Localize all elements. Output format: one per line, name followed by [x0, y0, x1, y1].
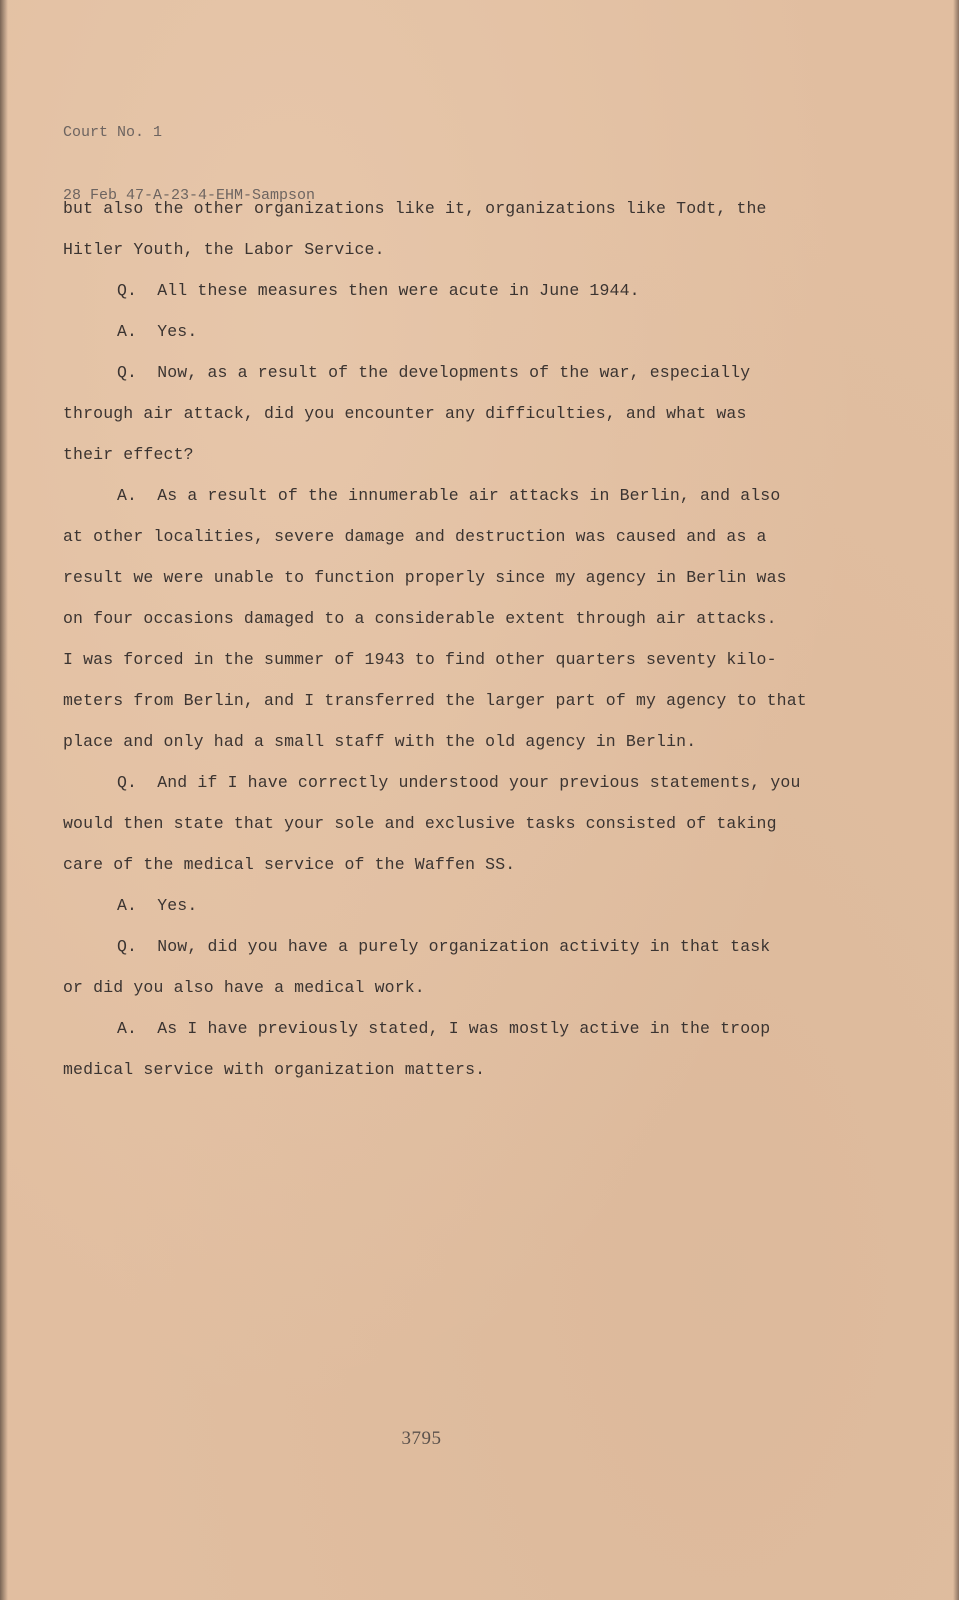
- page-left-edge: [0, 0, 8, 1600]
- question-line: Q. Now, did you have a purely organization activity in that task: [117, 937, 771, 956]
- text-line: or did you also have a medical work.: [63, 978, 425, 997]
- answer-line: A. As I have previously stated, I was mostly active in the troop: [117, 1019, 771, 1038]
- question-line: Q. Now, as a result of the developments of the war, especially: [117, 363, 751, 382]
- question-line: Q. And if I have correctly understood your previous statements, you: [117, 773, 801, 792]
- text-line: care of the medical service of the Waffen SS.: [63, 855, 516, 874]
- text-line: but also the other organizations like it, organizations like Todt, the: [63, 199, 767, 218]
- text-line: I was forced in the summer of 1943 to find other quarters seventy kilo-: [63, 650, 777, 669]
- text-line: at other localities, severe damage and destruction was caused and as a: [63, 527, 767, 546]
- answer-line: A. As a result of the innumerable air attacks in Berlin, and also: [117, 486, 781, 505]
- answer-line: A. Yes.: [117, 896, 198, 915]
- text-line: on four occasions damaged to a considerable extent through air attacks.: [63, 609, 777, 628]
- court-number: Court No. 1: [63, 124, 163, 141]
- page-right-edge: [953, 0, 959, 1600]
- text-line: place and only had a small staff with the old agency in Berlin.: [63, 732, 697, 751]
- text-line: their effect?: [63, 445, 194, 464]
- question-line: Q. All these measures then were acute in June 1944.: [117, 281, 640, 300]
- answer-line: A. Yes.: [117, 322, 198, 341]
- page-number: 3795: [401, 1428, 442, 1449]
- text-line: through air attack, did you encounter any difficulties, and what was: [63, 404, 747, 423]
- text-line: medical service with organization matters.: [63, 1060, 486, 1079]
- text-line: result we were unable to function properly since my agency in Berlin was: [63, 568, 787, 587]
- text-line: meters from Berlin, and I transferred the larger part of my agency to that: [63, 691, 807, 710]
- text-line: Hitler Youth, the Labor Service.: [63, 240, 385, 259]
- text-line: would then state that your sole and exclusive tasks consisted of taking: [63, 814, 777, 833]
- transcript-body: [63, 197, 843, 1099]
- transcript-reference: 28 Feb 47-A-23-4-EHM-Sampson: [63, 187, 316, 204]
